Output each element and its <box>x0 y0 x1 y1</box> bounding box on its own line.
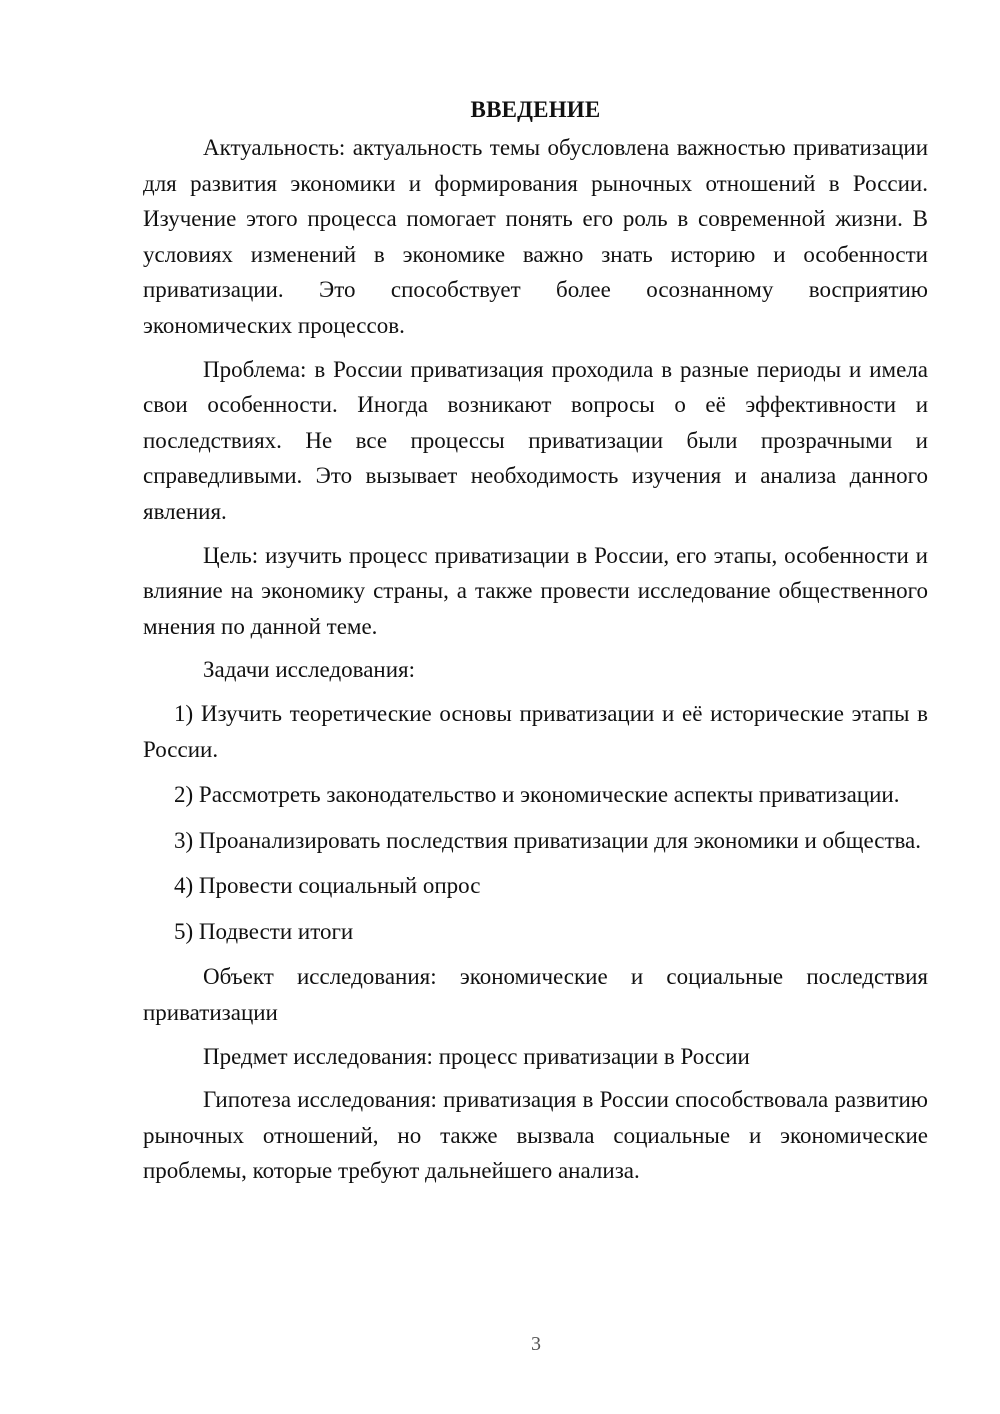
object-paragraph: Объект исследования: экономические и социальные последствия приватизации <box>143 964 928 1026</box>
task-item-2: 2) Рассмотреть законодательство и экономические аспекты приватизации. <box>174 782 900 808</box>
task-item-3: 3) Проанализировать последствия приватизации для экономики и общества. <box>174 827 922 853</box>
problem-paragraph: Проблема: в России приватизация проходила в разные периоды и имела свои особенности. Иногда возникают вопросы о её эффективности и последствиях. Не все процессы приватизации были прозрачными и справедливыми. Это вызывает необходимость изучения и анализа данного явления. <box>143 356 928 524</box>
page-number: 3 <box>531 1333 541 1355</box>
task-item-5: 5) Подвести итоги <box>174 918 354 944</box>
tasks-heading: Задачи исследования: <box>203 657 416 683</box>
page-body <box>143 92 928 1197</box>
subject-paragraph: Предмет исследования: процесс приватизации в России <box>203 1043 750 1069</box>
hypothesis-paragraph: Гипотеза исследования: приватизация в России способствовала развитию рыночных отношений, но также вызвала социальные и экономические проблемы, которые требуют дальнейшего анализа. <box>143 1087 928 1184</box>
relevance-paragraph: Актуальность: актуальность темы обусловлена важностью приватизации для развития экономики и формирования рыночных отношений в России. Изучение этого процесса помогает понять его роль в современной жизни. В условиях изменений в экономике важно знать историю и особенности приватизации. Это способствует более осознанному восприятию экономических процессов. <box>143 135 928 338</box>
task-item-1: 1) Изучить теоретические основы приватизации и её исторические этапы в России. <box>143 700 928 762</box>
task-item-4: 4) Провести социальный опрос <box>174 873 481 899</box>
goal-paragraph: Цель: изучить процесс приватизации в России, его этапы, особенности и влияние на экономику страны, а также провести исследование общественного мнения по данной теме. <box>143 542 928 639</box>
section-heading: ВВЕДЕНИЕ <box>470 97 601 122</box>
